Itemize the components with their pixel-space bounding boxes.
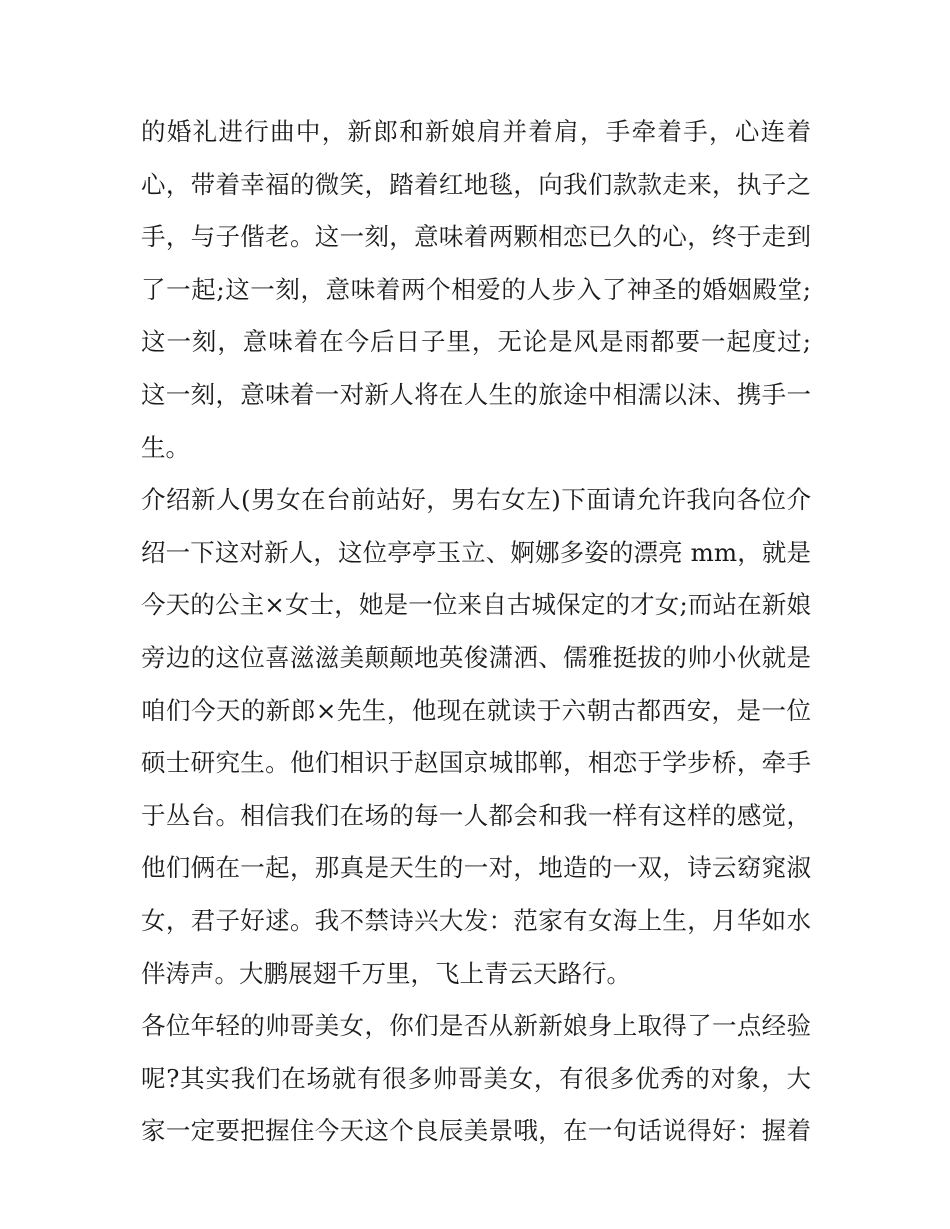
text-line: 心，带着幸福的微笑，踏着红地毯，向我们款款走来，执子之 — [141, 169, 811, 199]
text-line: 这一刻，意味着一对新人将在人生的旅途中相濡以沫、携手一 — [141, 379, 811, 409]
text-line: 绍一下这对新人，这位亭亭玉立、婀娜多姿的漂亮 mm，就是 — [141, 537, 811, 567]
text-line: 于丛台。相信我们在场的每一人都会和我一样有这样的感觉， — [141, 800, 811, 830]
text-line: 呢?其实我们在场就有很多帅哥美女，有很多优秀的对象，大 — [141, 1063, 811, 1093]
text-line: 介绍新人(男女在台前站好，男右女左)下面请允许我向各位介 — [141, 485, 811, 515]
text-line: 女，君子好逑。我不禁诗兴大发：范家有女海上生，月华如水 — [141, 905, 811, 935]
text-line: 旁边的这位喜滋滋美颠颠地英俊潇洒、儒雅挺拔的帅小伙就是 — [141, 642, 811, 672]
text-line: 硕士研究生。他们相识于赵国京城邯郸，相恋于学步桥，牵手 — [141, 748, 811, 778]
text-line: 咱们今天的新郎×先生，他现在就读于六朝古都西安，是一位 — [141, 695, 811, 725]
text-line: 了一起;这一刻，意味着两个相爱的人步入了神圣的婚姻殿堂; — [141, 274, 811, 304]
text-line: 各位年轻的帅哥美女，你们是否从新新娘身上取得了一点经验 — [141, 1011, 811, 1041]
text-line: 手，与子偕老。这一刻，意味着两颗相恋已久的心，终于走到 — [141, 222, 811, 252]
text-line: 伴涛声。大鹏展翅千万里，飞上青云天路行。 — [141, 958, 631, 988]
text-line: 他们俩在一起，那真是天生的一对，地造的一双，诗云窈窕淑 — [141, 853, 811, 883]
text-line: 家一定要把握住今天这个良辰美景哦，在一句话说得好：握着 — [141, 1116, 811, 1146]
text-line: 生。 — [141, 432, 190, 462]
paragraph-introduce-couple — [141, 474, 811, 1000]
text-line: 这一刻，意味着在今后日子里，无论是风是雨都要一起度过; — [141, 327, 811, 357]
document-body — [141, 106, 811, 1158]
paragraph-wedding-moment — [141, 106, 811, 474]
paragraph-address-guests — [141, 1000, 811, 1158]
text-line: 今天的公主×女士，她是一位来自古城保定的才女;而站在新娘 — [141, 590, 811, 620]
text-line: 的婚礼进行曲中，新郎和新娘肩并着肩，手牵着手，心连着 — [141, 117, 811, 146]
